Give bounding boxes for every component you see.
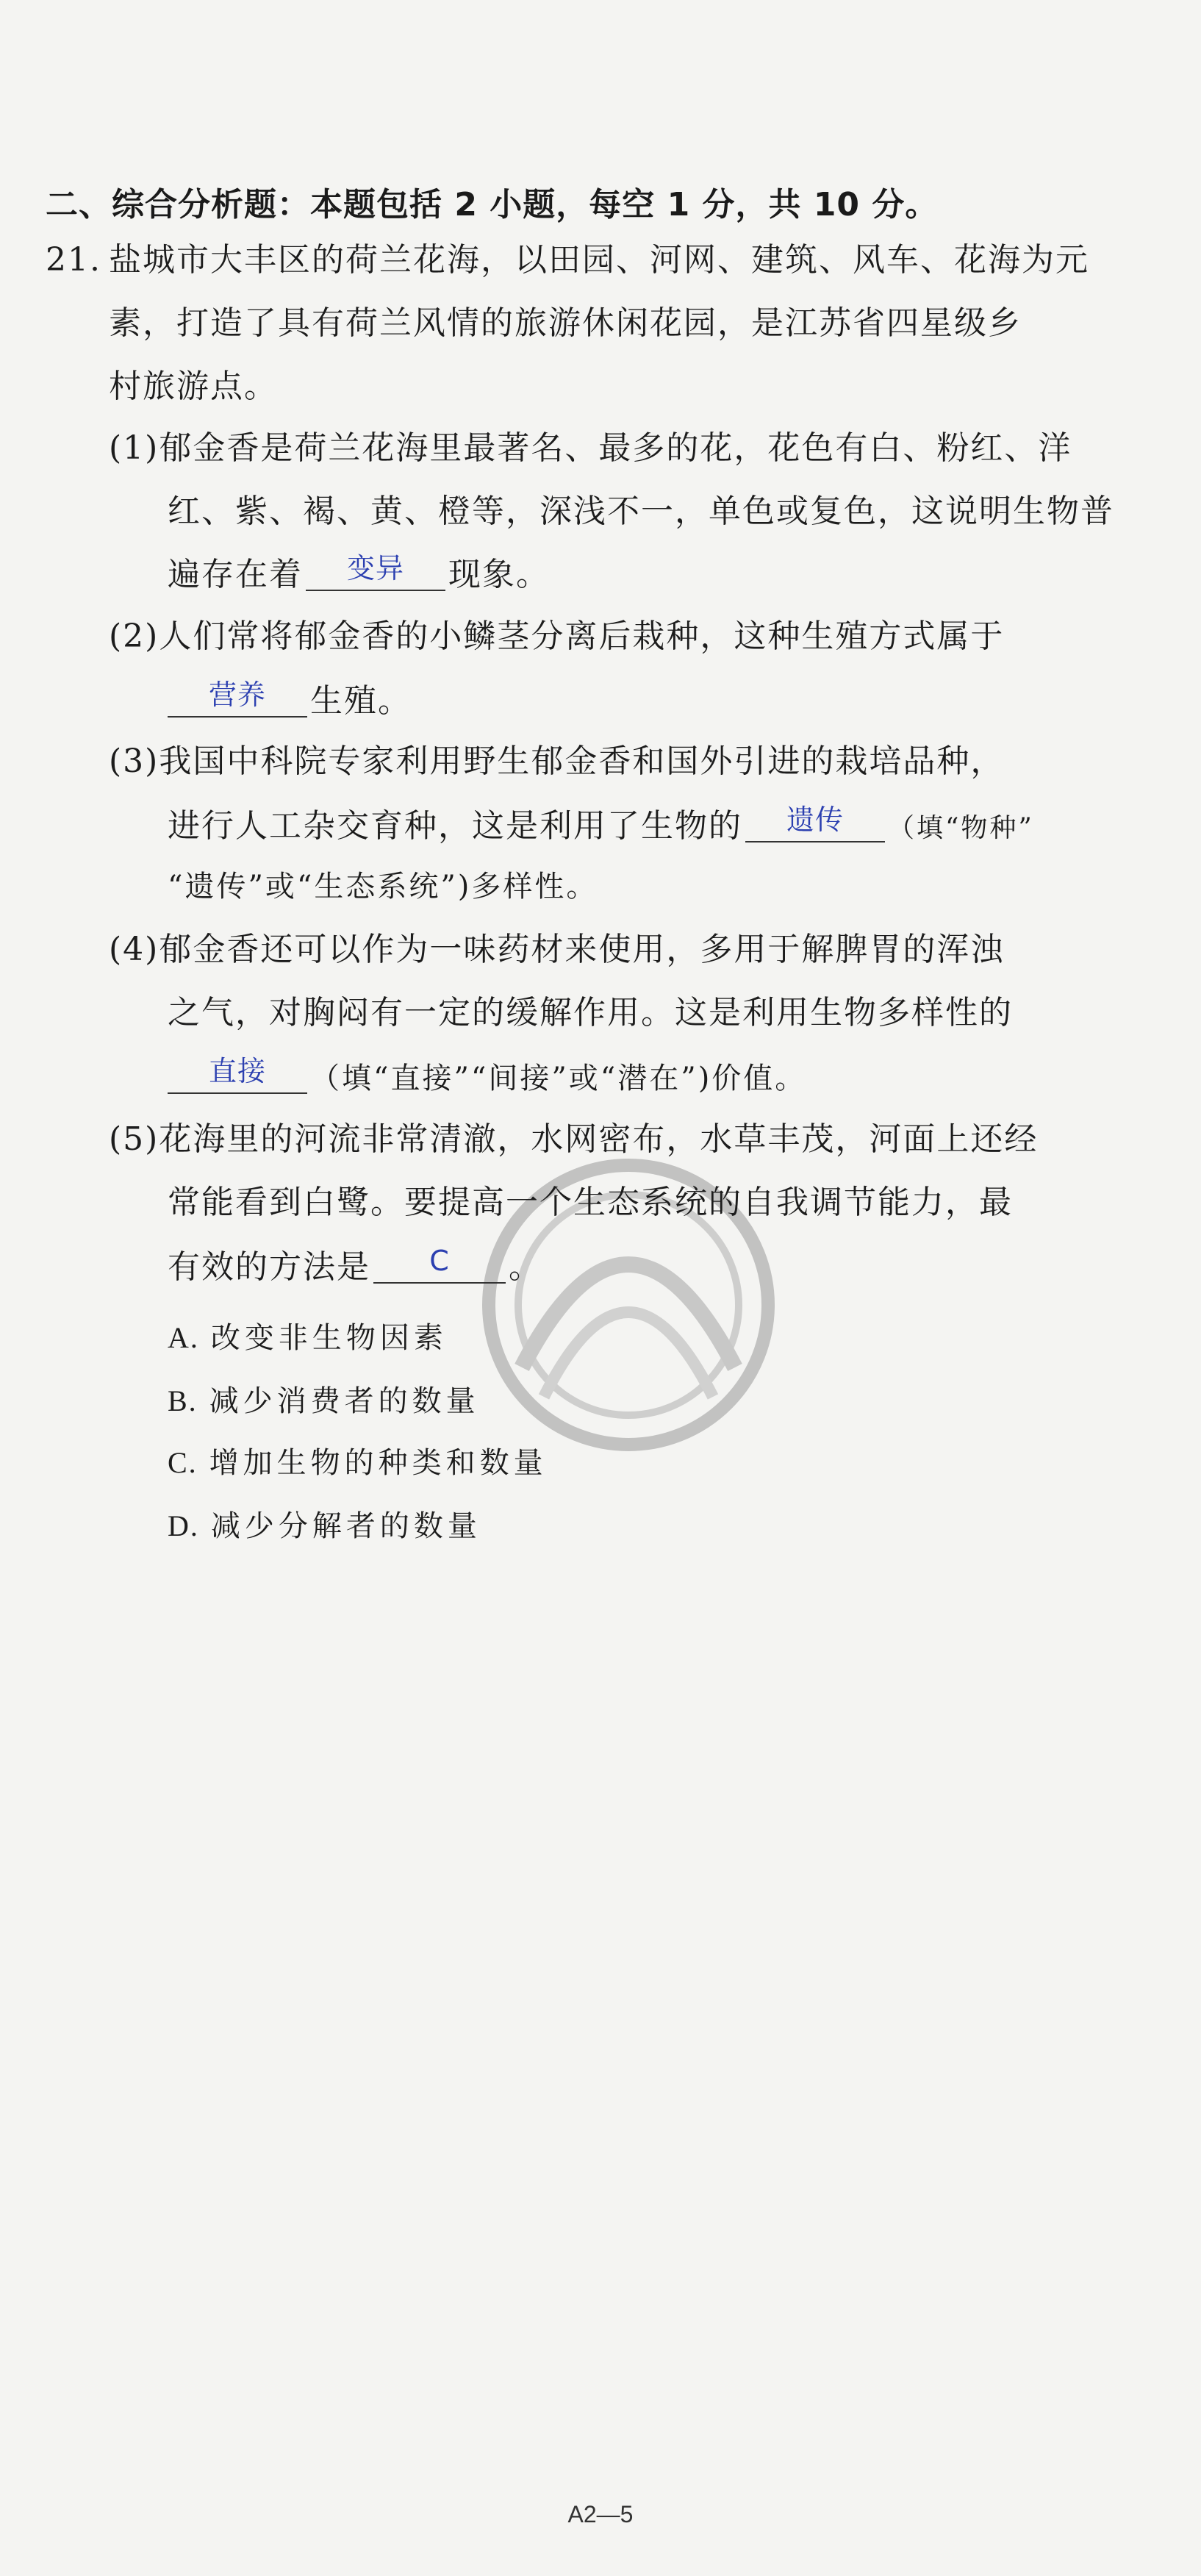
sub2-answer-blank[interactable] [168,679,307,718]
intro-line-3: 村旅游点。 [109,368,278,405]
sub1-line-1: (1)郁金香是荷兰花海里最著名、最多的花，花色有白、粉红、洋 [109,429,1072,467]
sub3-line-2 [168,804,1034,845]
sub1-line-2: 红、紫、褐、黄、橙等，深浅不一，单色或复色，这说明生物普 [168,493,1114,530]
sub1-line-3 [168,552,550,593]
option-b-text: 减少消费者的数量 [209,1384,480,1418]
option-b-letter: B. [168,1384,198,1417]
option-b[interactable] [168,1378,480,1420]
intro-line-1: 盐城市大丰区的荷兰花海，以田园、河网、建筑、风车、花海为元 [109,241,1089,279]
intro-line-2: 素，打造了具有荷兰风情的旅游休闲花园，是江苏省四星级乡 [109,304,1022,342]
option-d[interactable] [168,1503,481,1545]
sub3-answer: 遗传 [786,804,844,836]
sub2-text-after: 生殖。 [310,682,412,720]
page-number: A2—5 [567,2501,634,2527]
sub5-line-3 [168,1245,542,1286]
sub5-line-1: (5)花海里的河流非常清澈，水网密布，水草丰茂，河面上还经 [109,1120,1039,1158]
sub4-line-1: (4)郁金香还可以作为一味药材来使用，多用于解脾胃的浑浊 [109,931,1005,968]
sub1-text-after: 现象。 [448,556,550,593]
option-a-text: 改变非生物因素 [210,1321,448,1355]
sub4-line-2: 之气，对胸闷有一定的缓解作用。这是利用生物多样性的 [168,994,1013,1031]
sub5-answer: C [429,1245,450,1277]
sub4-text-after: （填“直接”“间接”或“潜在”)价值。 [310,1062,807,1095]
sub3-line-3: “遗传”或“生态系统”)多样性。 [168,870,598,904]
sub2-line-1: (2)人们常将郁金香的小鳞茎分离后栽种，这种生殖方式属于 [109,618,1005,655]
sub5-line-2: 常能看到白鹭。要提高一个生态系统的自我调节能力，最 [168,1184,1013,1221]
sub3-line-1: (3)我国中科院专家利用野生郁金香和国外引进的栽培品种， [109,743,1005,780]
sub4-line-3 [168,1055,807,1095]
option-d-letter: D. [168,1509,199,1542]
question-number: 21. [46,241,101,279]
sub5-text-before: 有效的方法是 [168,1248,370,1286]
sub2-line-2 [168,679,412,720]
sub4-answer-blank[interactable] [168,1055,307,1094]
option-d-text: 减少分解者的数量 [210,1509,481,1543]
sub5-text-after: 。 [509,1248,542,1286]
section-heading: 二、综合分析题：本题包括 2 小题，每空 1 分，共 10 分。 [46,186,939,223]
option-c[interactable] [168,1439,548,1481]
sub3-answer-blank[interactable] [745,804,885,842]
sub1-answer-blank[interactable] [306,552,445,591]
sub3-text-before: 进行人工杂交育种，这是利用了生物的 [168,807,742,845]
option-a[interactable] [168,1314,448,1356]
sub2-answer: 营养 [208,679,266,711]
option-c-text: 增加生物的种类和数量 [209,1446,548,1480]
sub5-answer-blank[interactable] [373,1245,506,1284]
sub1-text-before: 遍存在着 [168,556,303,593]
sub4-answer: 直接 [208,1055,266,1087]
sub1-answer: 变异 [346,552,404,584]
option-c-letter: C. [168,1446,198,1479]
sub3-text-after: （填“物种” [888,813,1034,843]
option-a-letter: A. [168,1321,199,1354]
